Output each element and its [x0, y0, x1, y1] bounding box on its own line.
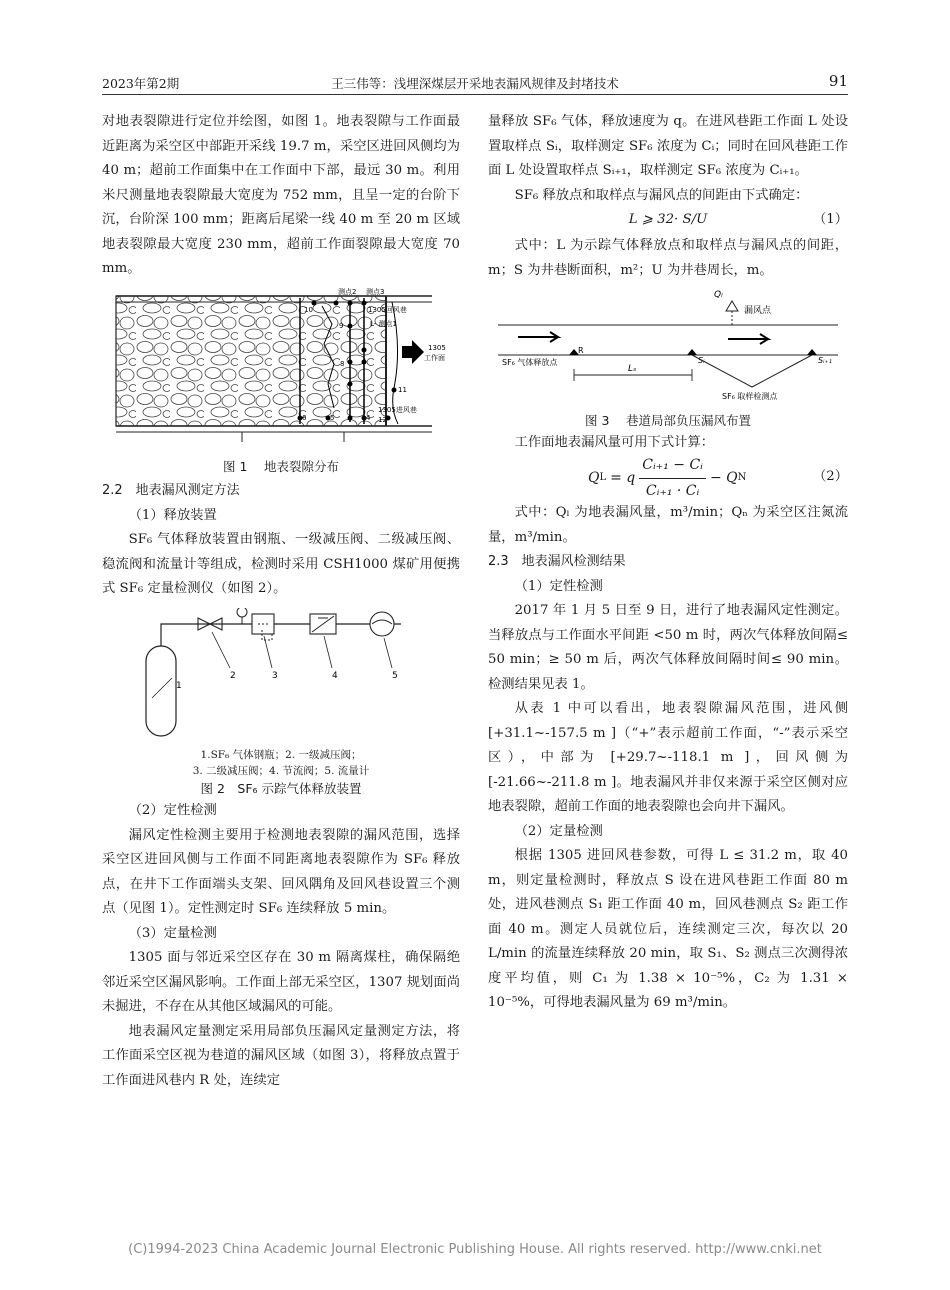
- flow-arrow-icon: [518, 332, 558, 342]
- paragraph: 从表 1 中可以看出，地表裂隙漏风范围，进风侧 [+31.1~-157.5 m ]（“+”表示超前工作面，“-”表示采空区），中部为 [+29.7~-118.1 m ]，回风侧为 [-21.66~-211.8 m ]。地表漏风并非仅来源于采空区侧对应地表裂隙，超前工作面的地表裂隙也会向井下漏风。: [488, 701, 848, 814]
- label-release: SF₆ 气体释放点: [502, 358, 558, 367]
- subsection-heading: （2）定量检测: [514, 823, 603, 839]
- eq2-tail-sub: N: [737, 471, 747, 483]
- eq2-fraction: [639, 453, 706, 503]
- subsection-heading: （1）定性检测: [514, 578, 603, 594]
- label-r: R: [578, 346, 584, 355]
- equation-1-body: L ⩾ 32· S/U: [628, 212, 708, 227]
- header-rule: [102, 94, 848, 95]
- running-header: [102, 74, 848, 96]
- eq2-lhs: Q: [588, 469, 600, 486]
- paragraph: SF₆ 释放点和取样点与漏风点的间距由下式确定：: [514, 187, 809, 203]
- issue-label: 2023年第2期: [102, 76, 180, 91]
- eq2-numerator: Cᵢ₊₁ − Cᵢ: [639, 453, 706, 479]
- fig3-caption: 图 3 巷道局部负压漏风布置: [585, 412, 751, 428]
- fig2-legend-1: 1.SF₆ 气体钢瓶；2. 一级减压阀；: [200, 749, 362, 761]
- paragraph: 1305 面与邻近采空区存在 30 m 隔离煤柱，确保隔绝邻近采空区漏风影响。工作面上部无采空区，1307 规划面尚未掘进，不存在从其他区域漏风的可能。: [102, 950, 460, 1014]
- paragraph: 地表漏风定量测定采用局部负压漏风定量测定方法，将工作面采空区视为巷道的漏风区域（如图 3），将释放点置于工作面进风巷内 R 处，连续定: [102, 1023, 460, 1088]
- label-3: 3: [272, 670, 278, 681]
- label-pt3: 测点3: [366, 287, 385, 296]
- subsection-heading: （2）定性检测: [128, 803, 217, 818]
- equation-2-number: （2）: [812, 469, 848, 484]
- label-face: 1305: [428, 343, 446, 352]
- paragraph: SF₆ 气体释放装置由钢瓶、一级减压阀、二级减压阀、稳流阀和流量计等组成，检测时采用 CSH1000 煤矿用便携式 SF₆ 定量检测仪（如图 2）。: [102, 532, 460, 596]
- label-sample: SF₆ 取样检测点: [722, 392, 778, 401]
- figure-1: [102, 288, 460, 478]
- label-n5: 5: [330, 413, 335, 422]
- paragraph: 工作面地表漏风量可用下式计算：: [514, 434, 715, 450]
- page-number: 91: [828, 72, 848, 90]
- label-2: 2: [230, 670, 236, 681]
- flow-arrow-icon: [728, 334, 768, 344]
- label-pt2: 测点2: [338, 287, 357, 296]
- label-face2: 工作面: [424, 353, 445, 362]
- sample-point-icon: [687, 349, 817, 355]
- fig2-diagram: [102, 608, 460, 738]
- label-l-pt1: L- 测点1: [370, 319, 397, 328]
- eq2-lhs-sub: L: [599, 471, 607, 483]
- pressure-gauge-icon: [237, 608, 247, 617]
- paragraph: 量释放 SF₆ 气体，释放速度为 q。在进风巷距工作面 L 处设置取样点 Sᵢ，取样测定 SF₆ 浓度为 Cᵢ；同时在回风巷距工作面 L 处设置取样点 Sᵢ₊₁，取样测定 SF₆ 浓度为 Cᵢ₊₁。: [488, 114, 848, 178]
- flowmeter: [370, 612, 394, 636]
- label-4: 4: [332, 670, 338, 681]
- label-n6: 6: [302, 413, 307, 422]
- advance-arrow-icon: [402, 340, 424, 364]
- paragraph: 根据 1305 进回风巷参数，可得 L ≤ 31.2 m，取 40 m，则定量检测时，释放点 S 设在进风巷距工作面 80 m 处，进风巷测点 S₁ 距工作面 40 m，回风巷测点 S₂ 距工作面 40 m。测定人员就位后，连续测定三次，每次以 20 L/min 的流量连续释放 20 min，取 S₁、S₂ 测点三次测得浓度平均值，则 C₁ 为 1.38 × 10⁻⁵%，C₂ 为 1.31 × 10⁻⁵%，可得地表漏风量为 69 m³/min。: [488, 848, 848, 1010]
- left-column: [102, 110, 460, 1093]
- paragraph: 式中：Qₗ 为地表漏风量，m³/min；Qₙ 为采空区注氮流量，m³/min。: [488, 505, 848, 545]
- label-n12: 12: [378, 415, 387, 424]
- label-n9: 9: [339, 321, 344, 330]
- section-heading: 2.2 地表漏风测定方法: [102, 483, 240, 498]
- subsection-heading: （3）定量检测: [128, 925, 217, 941]
- eq2-eq: = q: [610, 469, 636, 486]
- label-n10: 10: [304, 305, 313, 314]
- label-5: 5: [392, 670, 398, 681]
- eq2-tail: − Q: [709, 469, 738, 486]
- label-intake-lane: 1305进风巷: [378, 405, 417, 414]
- section-heading: 2.3 地表漏风检测结果: [488, 554, 626, 569]
- copyright-footer: (C)1994-2023 China Academic Journal Electronic Publishing House. All rights reserved. http://www.cnki.net: [128, 1242, 822, 1257]
- fig1-caption: 图 1 地表裂隙分布: [223, 459, 339, 474]
- equation-1: [488, 208, 848, 234]
- label-leak: 漏风点: [744, 306, 772, 316]
- equation-2: [488, 455, 848, 501]
- paragraph: 对地表裂隙进行定位并绘图，如图 1。地表裂隙与工作面最近距离为采空区中部距开采线 19.7 m，采空区进回风侧均为 40 m；超前工作面集中在工作面中下部，最远 30 m。利用米尺测量地表裂隙最大宽度为 752 mm，且呈一定的台阶下沉，台阶深 100 mm；距离后尾梁一线 40 m 至 20 m 区域地表裂隙最大宽度 230 mm，超前工作面裂隙最大宽度 70 mm。: [102, 114, 460, 276]
- right-column: [488, 110, 848, 1016]
- gas-cylinder: [146, 646, 176, 736]
- figure-3: [488, 283, 848, 431]
- fig3-diagram: [488, 283, 848, 401]
- label-si1: Sᵢ₊₁: [818, 356, 832, 365]
- paragraph: 漏风定性检测主要用于检测地表裂隙的漏风范围，选择采空区进回风侧与工作面不同距离地表裂隙作为 SF₆ 释放点，在井下工作面端头支架、回风隅角及回风巷设置三个测点（见图 1）。定性测定时 SF₆ 连续释放 5 min。: [102, 827, 460, 916]
- label-n11: 11: [398, 385, 407, 394]
- label-q: Qₗ: [714, 290, 723, 300]
- sample-lines: [692, 355, 812, 387]
- figure-2: [102, 608, 460, 800]
- paragraph: 式中：L 为示踪气体释放点和取样点与漏风点的间距，m；S 为井巷断面积，m²；U 为井巷周长，m。: [488, 238, 848, 278]
- leak-point-icon: [726, 301, 738, 311]
- label-n8: 8: [340, 359, 345, 368]
- label-n4: 4: [366, 413, 371, 422]
- fig1-diagram: [102, 288, 460, 448]
- label-si: Sᵢ: [698, 356, 705, 365]
- running-title: 王三伟等：浅埋深煤层开采地表漏风规律及封堵技术: [331, 76, 619, 91]
- fig2-legend-2: 3. 二级减压阀；4. 节流阀；5. 流量计: [192, 765, 370, 777]
- subsection-heading: （1）释放装置: [128, 507, 217, 523]
- label-return-lane: 1305回风巷: [368, 305, 407, 314]
- paragraph: 2017 年 1 月 5 日至 9 日，进行了地表漏风定性测定。当释放点与工作面水平间距 <50 m 时，两次气体释放间隔≤ 50 min；≥ 50 m 后，两次气体释放间隔时间≤ 90 min。检测结果见表 1。: [488, 603, 848, 692]
- fig2-caption: 图 2 SF₆ 示踪气体释放装置: [200, 781, 362, 796]
- eq2-denominator: Cᵢ₊₁ · Cᵢ: [645, 482, 700, 499]
- label-ls: Lₛ: [628, 364, 637, 374]
- equation-1-number: （1）: [812, 212, 848, 227]
- label-1: 1: [176, 680, 182, 691]
- goaf-area: [116, 296, 386, 426]
